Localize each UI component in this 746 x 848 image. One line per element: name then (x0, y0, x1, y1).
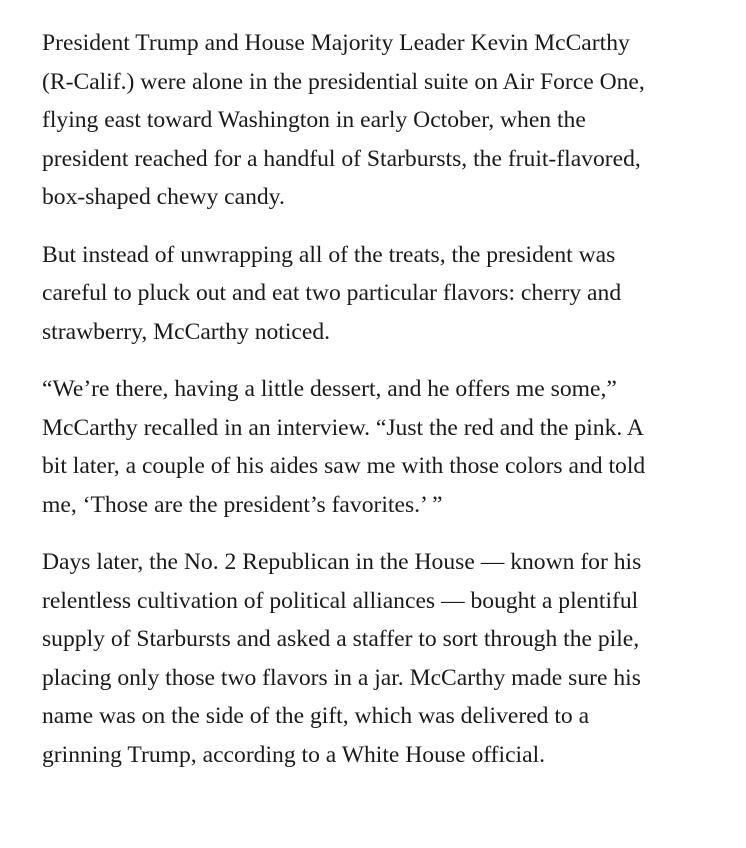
text-line: president reached for a handful of Starbursts, the fruit-flavored, (42, 145, 641, 172)
text-line: Days later, the No. 2 Republican in the House — known for his (42, 549, 642, 575)
text-line: But instead of unwrapping all of the treats, the president was (42, 241, 616, 268)
article-body (42, 24, 712, 793)
text-line: (R-Calif.) were alone in the presidential suite on Air Force One, (42, 68, 645, 95)
paragraph-2 (42, 236, 712, 352)
text-line: flying east toward Washington in early October, when the (42, 107, 586, 133)
text-line: grinning Trump, according to a White House official. (42, 741, 546, 768)
paragraph-1 (42, 24, 712, 217)
text-line: placing only those two flavors in a jar. McCarthy made sure his (42, 664, 641, 691)
text-line: relentless cultivation of political alliances — bought a plentiful (42, 587, 639, 614)
paragraph-4 (42, 543, 712, 774)
text-line: President Trump and House Majority Leader Kevin McCarthy (42, 30, 630, 56)
text-line: name was on the side of the gift, which was delivered to a (42, 703, 590, 729)
text-line: careful to pluck out and eat two particular flavors: cherry and (42, 280, 622, 306)
text-line: strawberry, McCarthy noticed. (42, 318, 331, 345)
text-line: bit later, a couple of his aides saw me with those colors and told (42, 453, 646, 479)
text-line: “We’re there, having a little dessert, and he offers me some,” (42, 376, 617, 402)
text-line: McCarthy recalled in an interview. “Just the red and the pink. A (42, 414, 644, 441)
text-line: box-shaped chewy candy. (42, 184, 285, 210)
text-line: me, ‘Those are the president’s favorites.’ ” (42, 491, 443, 518)
text-line: supply of Starbursts and asked a staffer to sort through the pile, (42, 626, 640, 652)
paragraph-3 (42, 370, 712, 524)
